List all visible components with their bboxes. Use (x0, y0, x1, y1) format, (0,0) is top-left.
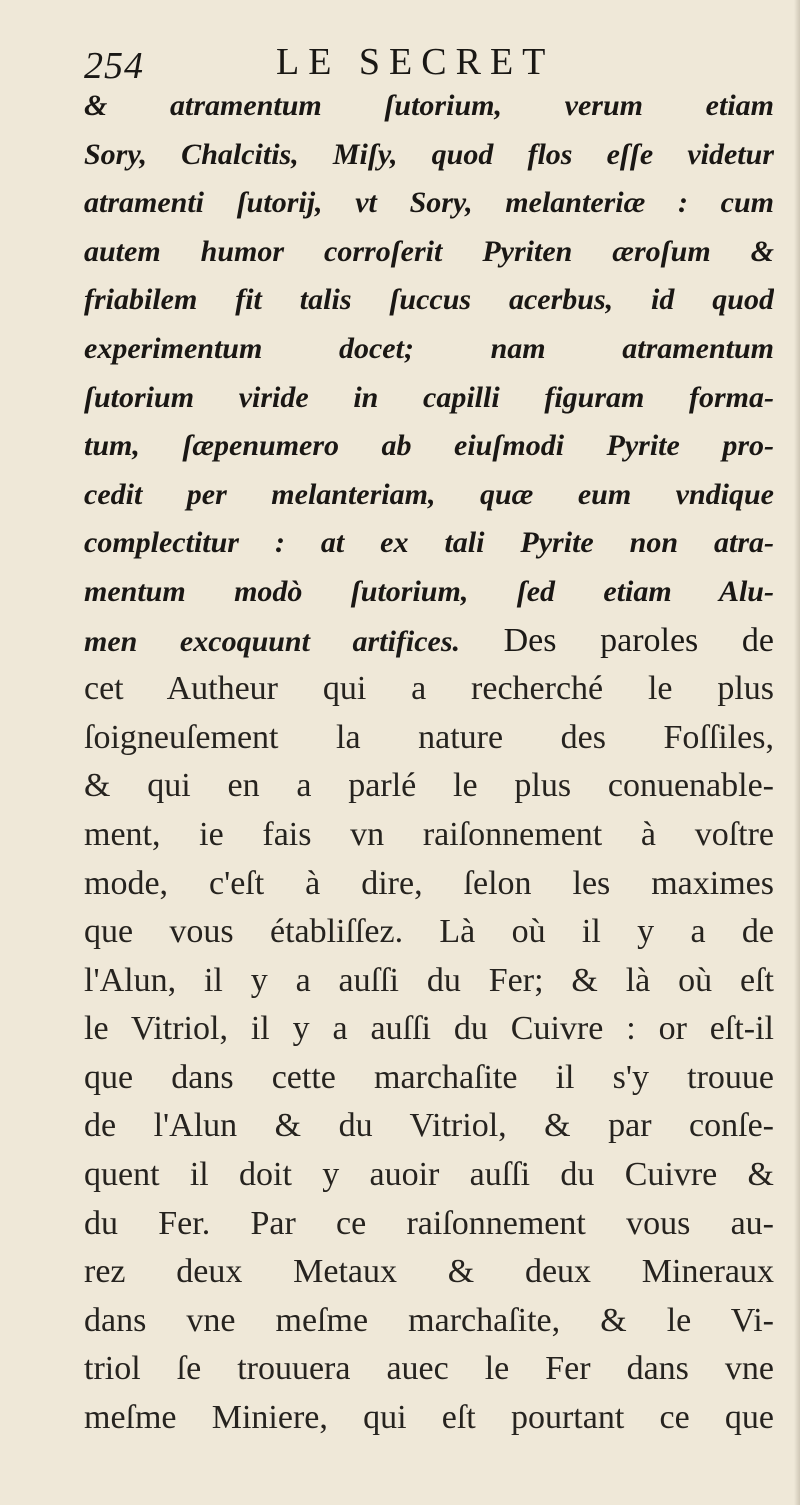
latin-line: mentum modò ſutorium, ſed etiam Alu- (84, 574, 774, 608)
latin-line: atramenti ſutorij, vt Sory, melanteriæ : cum (84, 186, 774, 220)
french-line: cet Autheur qui a recherché le plus (84, 670, 774, 708)
page-number: 254 (84, 45, 144, 87)
latin-fragment: men excoquunt artifices. (84, 624, 461, 658)
latin-line: cedit per melanteriam, quæ eum vndique (84, 477, 774, 511)
latin-line: experimentum docet; nam atramentum (84, 331, 774, 365)
french-line: que vous établiſſez. Là où il y a de (84, 913, 774, 951)
french-line: ment, ie fais vn raiſonnement à voſtre (84, 815, 774, 853)
latin-line: complectitur : at ex tali Pyrite non atra- (84, 526, 774, 560)
french-line: ſoigneuſement la nature des Foſſiles, (84, 718, 774, 756)
latin-line: autem humor corroſerit Pyriten æroſum & (84, 234, 774, 268)
french-line: rez deux Metaux & deux Mineraux (84, 1253, 774, 1291)
french-line: quent il doit y auoir auſſi du Cuivre & (84, 1156, 774, 1194)
french-line: dans vne meſme marchaſite, & le Vi- (84, 1301, 774, 1339)
page-edge-shadow (794, 0, 800, 1505)
french-line: le Vitriol, il y a auſſi du Cuivre : or eſt-il (84, 1010, 774, 1048)
mixed-line (84, 617, 774, 666)
latin-line: friabilem fit talis ſuccus acerbus, id quod (84, 283, 774, 317)
french-fragment: Des paroles de (460, 621, 774, 659)
latin-line: & atramentum ſutorium, verum etiam (84, 89, 774, 122)
french-line: du Fer. Par ce raiſonnement vous au- (84, 1204, 774, 1242)
french-line: meſme Miniere, qui eſt pourtant ce que (84, 1399, 774, 1437)
french-line: de l'Alun & du Vitriol, & par conſe- (84, 1107, 774, 1145)
page-header (84, 38, 764, 88)
french-line: l'Alun, il y a auſſi du Fer; & là où eſt (84, 961, 774, 999)
latin-line: ſutorium viride in capilli figuram forma- (84, 380, 774, 414)
running-head: LE SECRET (276, 41, 555, 83)
french-line: & qui en a parlé le plus conuenable- (84, 767, 774, 805)
latin-line: Sory, Chalcitis, Miſy, quod flos eſſe videtur (84, 137, 774, 171)
body-text (84, 82, 774, 1443)
french-line: triol ſe trouuera auec le Fer dans vne (84, 1350, 774, 1388)
french-line: que dans cette marchaſite il s'y trouue (84, 1058, 774, 1096)
latin-line: tum, ſæpenumero ab eiuſmodi Pyrite pro- (84, 429, 774, 463)
french-line: mode, c'eſt à dire, ſelon les maximes (84, 864, 774, 902)
